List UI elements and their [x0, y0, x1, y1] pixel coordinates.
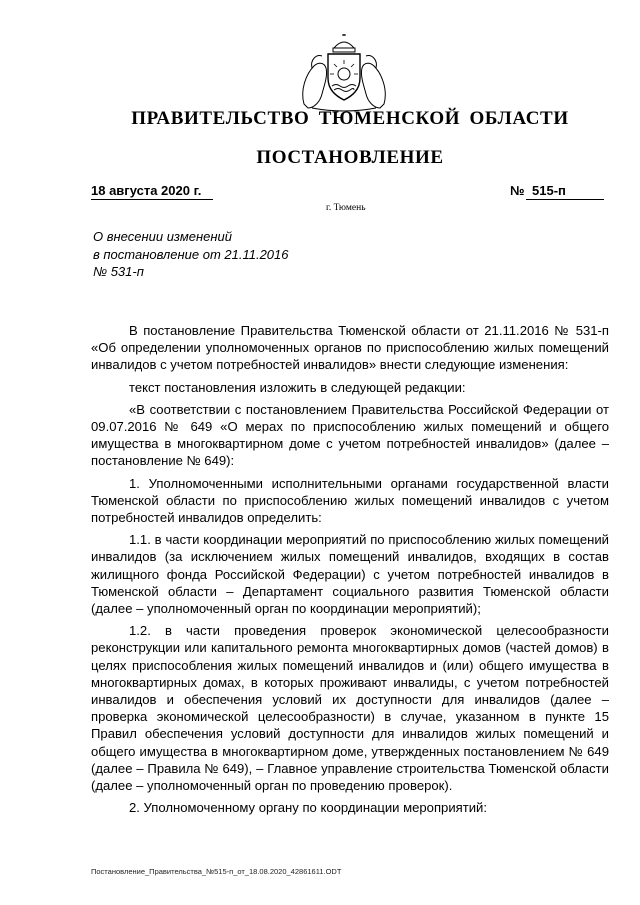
document-date: 18 августа 2020 г. [91, 183, 213, 200]
government-title: ПРАВИТЕЛЬСТВО ТЮМЕНСКОЙ ОБЛАСТИ [131, 108, 569, 129]
body-paragraph: текст постановления изложить в следующей редакции: [129, 379, 466, 395]
subject-line: в постановление от 21.11.2016 [93, 246, 289, 262]
city: г. Тюмень [326, 203, 366, 213]
document-subject [93, 228, 353, 281]
subject-line: № 531-п [93, 264, 144, 279]
tyumen-oblast-coat-of-arms-icon [294, 34, 394, 114]
body-paragraph: 2. Уполномоченному органу по координации мероприятий: [129, 800, 488, 816]
document-number: 515-п [526, 183, 604, 200]
body-paragraph: 1. Уполномоченными исполнительными органами государственной власти Тюменской области по приспособлению жилых помещений инвалидов с учетом потребностей инвалидов определить: [91, 475, 609, 526]
body-paragraph: В постановление Правительства Тюменской области от 21.11.2016 № 531-п «Об определении уполномоченных органов по приспособлению жилых помещений инвалидов с учетом потребностей инвалидов» внести следующие изменения: [91, 323, 609, 373]
number-label: № [510, 183, 525, 198]
body-paragraph: 1.1. в части координации мероприятий по приспособлению жилых помещений инвалидов (за исключением жилых помещений инвалидов, входящих в состав жилищного фонда Российской Федерации) с учетом потребностей инвалидов в Тюменской области – Департамент социального развития Тюменской области (далее – уполномоченный орган по координации мероприятий); [91, 532, 609, 617]
subject-line: О внесении изменений [93, 229, 232, 244]
document-type: ПОСТАНОВЛЕНИЕ [256, 147, 444, 168]
document-body [91, 322, 609, 821]
footer-filename: Постановление_Правительства_№515-п_от_18.08.2020_42861611.ODT [91, 867, 342, 876]
body-paragraph: «В соответствии с постановлением Правительства Российской Федерации от 09.07.2016 № 649 «О мерах по приспособлению жилых помещений и общего имущества в многоквартирном доме с учетом потребностей инвалидов» (далее – постановление № 649): [91, 401, 609, 469]
body-paragraph: 1.2. в части проведения проверок экономической целесообразности реконструкции или капитального ремонта многоквартирных домов (частей домов) в целях приспособления жилых помещений инвалидов и (или) общего имущества в многоквартирных домах, в которых проживают инвалиды, с учетом потребностей инвалидов и обеспечения условий их доступности для инвалидов (далее – проверка экономической целесообразности) в случае, указанном в пункте 15 Правил обеспечения условий доступности для инвалидов жилых помещений и общего имущества в многоквартирном доме, утвержденных постановлением № 649 (далее – Правила № 649), – Главное управление строительства Тюменской области (далее – уполномоченный орган по проведению проверок). [91, 623, 609, 794]
